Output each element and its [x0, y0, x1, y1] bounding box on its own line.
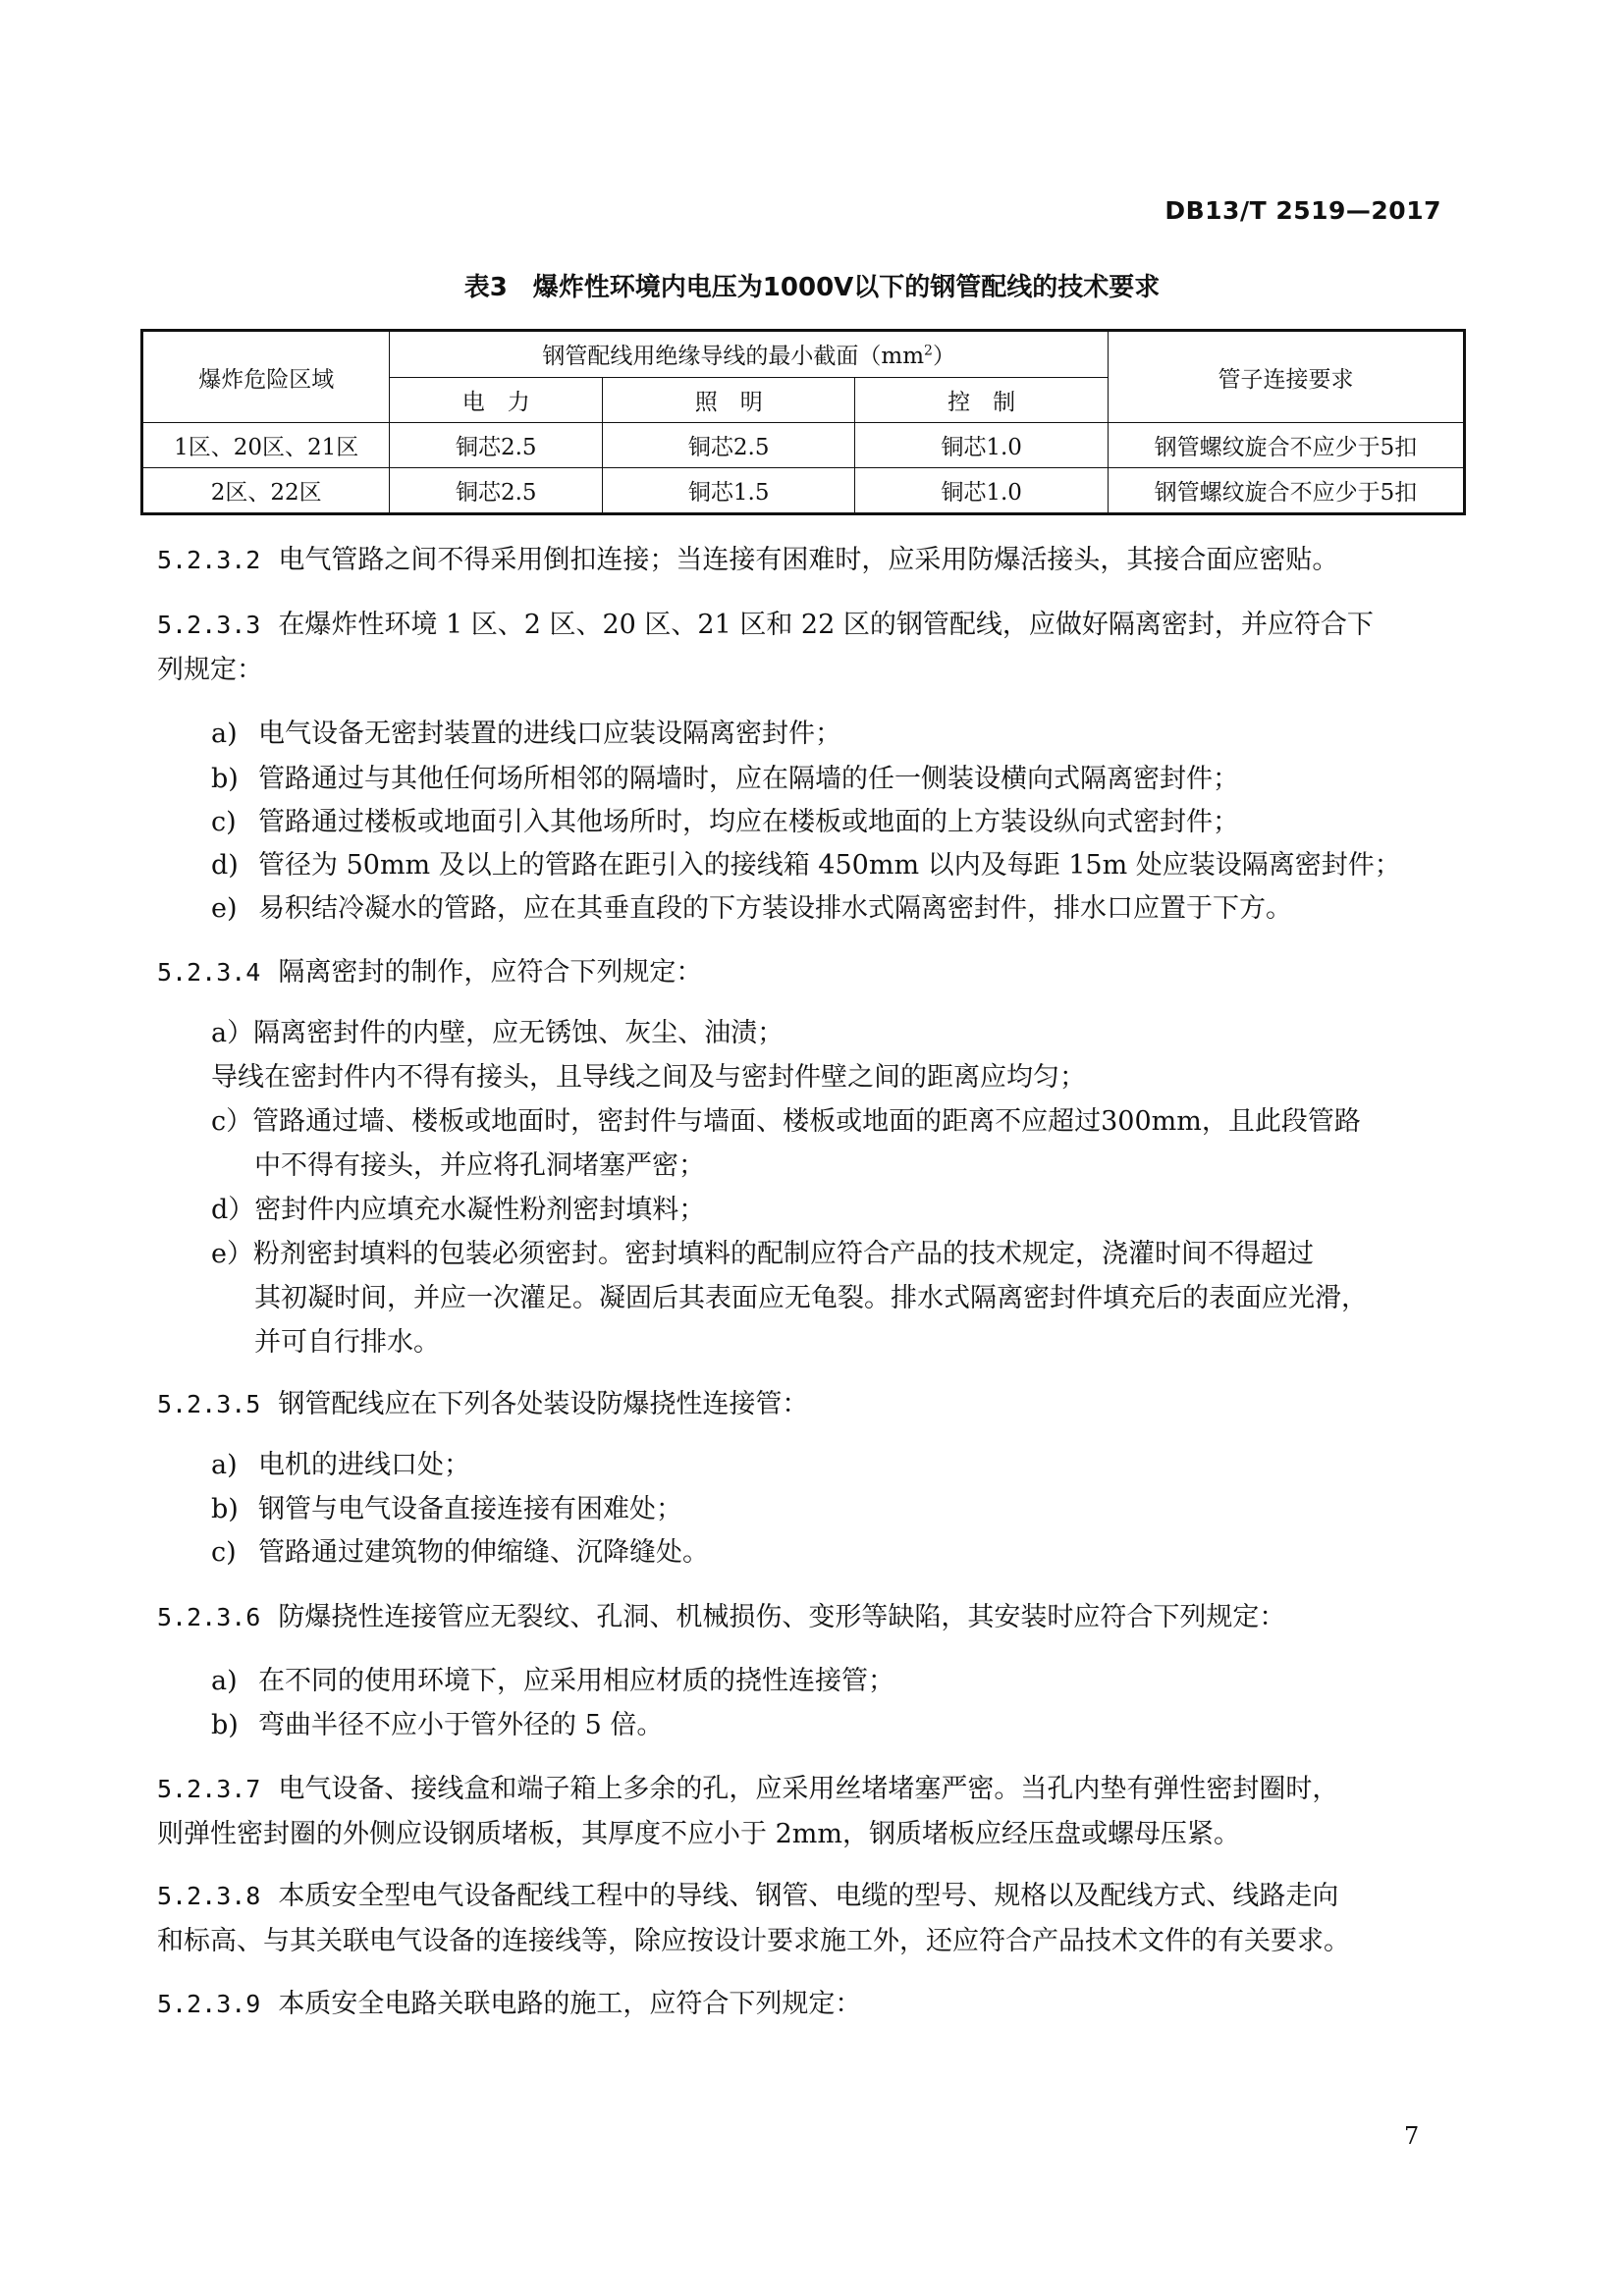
header-power: 电 力 [390, 377, 603, 423]
cell-control: 铜芯1.0 [855, 423, 1108, 468]
section-5234 [157, 950, 1434, 995]
section-5239 [157, 1982, 1434, 2027]
cell-zone: 2区、22区 [142, 468, 390, 514]
table-row [142, 423, 1465, 468]
cell-connection: 钢管螺纹旋合不应少于5扣 [1108, 468, 1464, 514]
section-5237 [157, 1767, 1434, 1857]
list-item: e）粉剂密封填料的包装必须密封。密封填料的配制应符合产品的技术规定，浇灌时间不得超过 [211, 1239, 1314, 1269]
list-item-cont: 其初凝时间，并应一次灌足。凝固后其表面应无龟裂。排水式隔离密封件填充后的表面应光滑， [254, 1283, 1368, 1313]
list-item: 导线在密封件内不得有接头，且导线之间及与密封件壁之间的距离应均匀； [211, 1062, 1086, 1093]
section-text-cont: 和标高、与其关联电气设备的连接线等，除应按设计要求施工外，还应符合产品技术文件的有关要求。 [157, 1926, 1350, 1956]
document-code: DB13/T 2519—2017 [1164, 196, 1441, 225]
section-text-cont: 则弹性密封圈的外侧应设钢质堵板，其厚度不应小于 2mm，钢质堵板应经压盘或螺母压紧。 [157, 1819, 1240, 1849]
section-text: 电气设备、接线盒和端子箱上多余的孔，应采用丝堵堵塞严密。当孔内垫有弹性密封圈时， [278, 1774, 1339, 1804]
section-number: 5.2.3.8 [157, 1882, 261, 1910]
list-item: a）隔离密封件的内壁，应无锈蚀、灰尘、油渍； [211, 1018, 785, 1048]
list-item: c) 管路通过楼板或地面引入其他场所时，均应在楼板或地面的上方装设纵向式密封件； [211, 807, 1239, 837]
section-text: 钢管配线应在下列各处装设防爆挠性连接管： [278, 1389, 809, 1419]
cell-power: 铜芯2.5 [390, 468, 603, 514]
list-item-cont: 并可自行排水。 [254, 1327, 440, 1358]
section-text: 防爆挠性连接管应无裂纹、孔洞、机械损伤、变形等缺陷，其安装时应符合下列规定： [278, 1602, 1286, 1632]
list-item: d）密封件内应填充水凝性粉剂密封填料； [211, 1195, 706, 1225]
cell-power: 铜芯2.5 [390, 423, 603, 468]
list-item: d) 管径为 50mm 及以上的管路在距引入的接线箱 450mm 以内及每距 15m 处应装设隔离密封件； [211, 850, 1401, 881]
list-item: a) 电气设备无密封装置的进线口应装设隔离密封件； [211, 719, 841, 749]
section-number: 5.2.3.2 [157, 546, 261, 574]
list-item: b) 管路通过与其他任何场所相邻的隔墙时，应在隔墙的任一侧装设横向式隔离密封件； [211, 764, 1239, 794]
cell-connection: 钢管螺纹旋合不应少于5扣 [1108, 423, 1464, 468]
list-item: e) 易积结冷凝水的管路，应在其垂直段的下方装设排水式隔离密封件，排水口应置于下方。 [211, 893, 1292, 924]
list-item: c) 管路通过建筑物的伸缩缝、沉降缝处。 [211, 1537, 709, 1568]
list-item: b) 弯曲半径不应小于管外径的 5 倍。 [211, 1710, 664, 1740]
list-block [211, 1011, 1434, 1364]
cell-lighting: 铜芯1.5 [603, 468, 855, 514]
section-text: 本质安全型电气设备配线工程中的导线、钢管、电缆的型号、规格以及配线方式、线路走向 [278, 1881, 1339, 1911]
list-item: c）管路通过墙、楼板或地面时，密封件与墙面、楼板或地面的距离不应超过300mm，且此段管路 [211, 1106, 1361, 1137]
section-5233 [157, 603, 1434, 693]
section-number: 5.2.3.4 [157, 958, 261, 987]
section-number: 5.2.3.3 [157, 611, 261, 639]
section-5238 [157, 1874, 1434, 1964]
cell-zone: 1区、20区、21区 [142, 423, 390, 468]
list-item-cont: 中不得有接头，并应将孔洞堵塞严密； [254, 1150, 705, 1181]
table-title [0, 267, 1624, 303]
header-connection: 管子连接要求 [1108, 331, 1464, 423]
header-min-section: 钢管配线用绝缘导线的最小截面$(mm^2)$ [390, 331, 1108, 378]
section-text-cont: 列规定： [157, 655, 263, 685]
section-number: 5.2.3.6 [157, 1603, 261, 1631]
cell-lighting: 铜芯2.5 [603, 423, 855, 468]
table-caption: 爆炸性环境内电压为1000V以下的钢管配线的技术要求 [532, 273, 1161, 302]
section-number: 5.2.3.5 [157, 1390, 261, 1418]
section-number: 5.2.3.7 [157, 1775, 261, 1803]
list-item: a) 在不同的使用环境下，应采用相应材质的挠性连接管； [211, 1666, 894, 1696]
section-text: 本质安全电路关联电路的施工，应符合下列规定： [278, 1989, 862, 2019]
section-5235 [157, 1382, 1434, 1427]
header-lighting: 照 明 [603, 377, 855, 423]
list-item: b) 钢管与电气设备直接连接有困难处； [211, 1494, 682, 1524]
section-5232 [157, 538, 1434, 583]
table-row [142, 468, 1465, 514]
page-number: 7 [1404, 2122, 1420, 2150]
list-item: a) 电机的进线口处； [211, 1450, 470, 1480]
section-text: 隔离密封的制作，应符合下列规定： [278, 957, 703, 988]
section-text: 在爆炸性环境 1 区、2 区、20 区、21 区和 22 区的钢管配线，应做好隔离密封，并应符合下 [278, 610, 1374, 640]
table-number: 表3 [463, 273, 508, 302]
section-number: 5.2.3.9 [157, 1990, 261, 2018]
cell-control: 铜芯1.0 [855, 468, 1108, 514]
header-zone: 爆炸危险区域 [142, 331, 390, 423]
requirements-table [140, 329, 1466, 515]
header-control: 控 制 [855, 377, 1108, 423]
section-5236 [157, 1595, 1434, 1640]
section-text: 电气管路之间不得采用倒扣连接；当连接有困难时，应采用防爆活接头，其接合面应密贴。 [278, 545, 1339, 575]
